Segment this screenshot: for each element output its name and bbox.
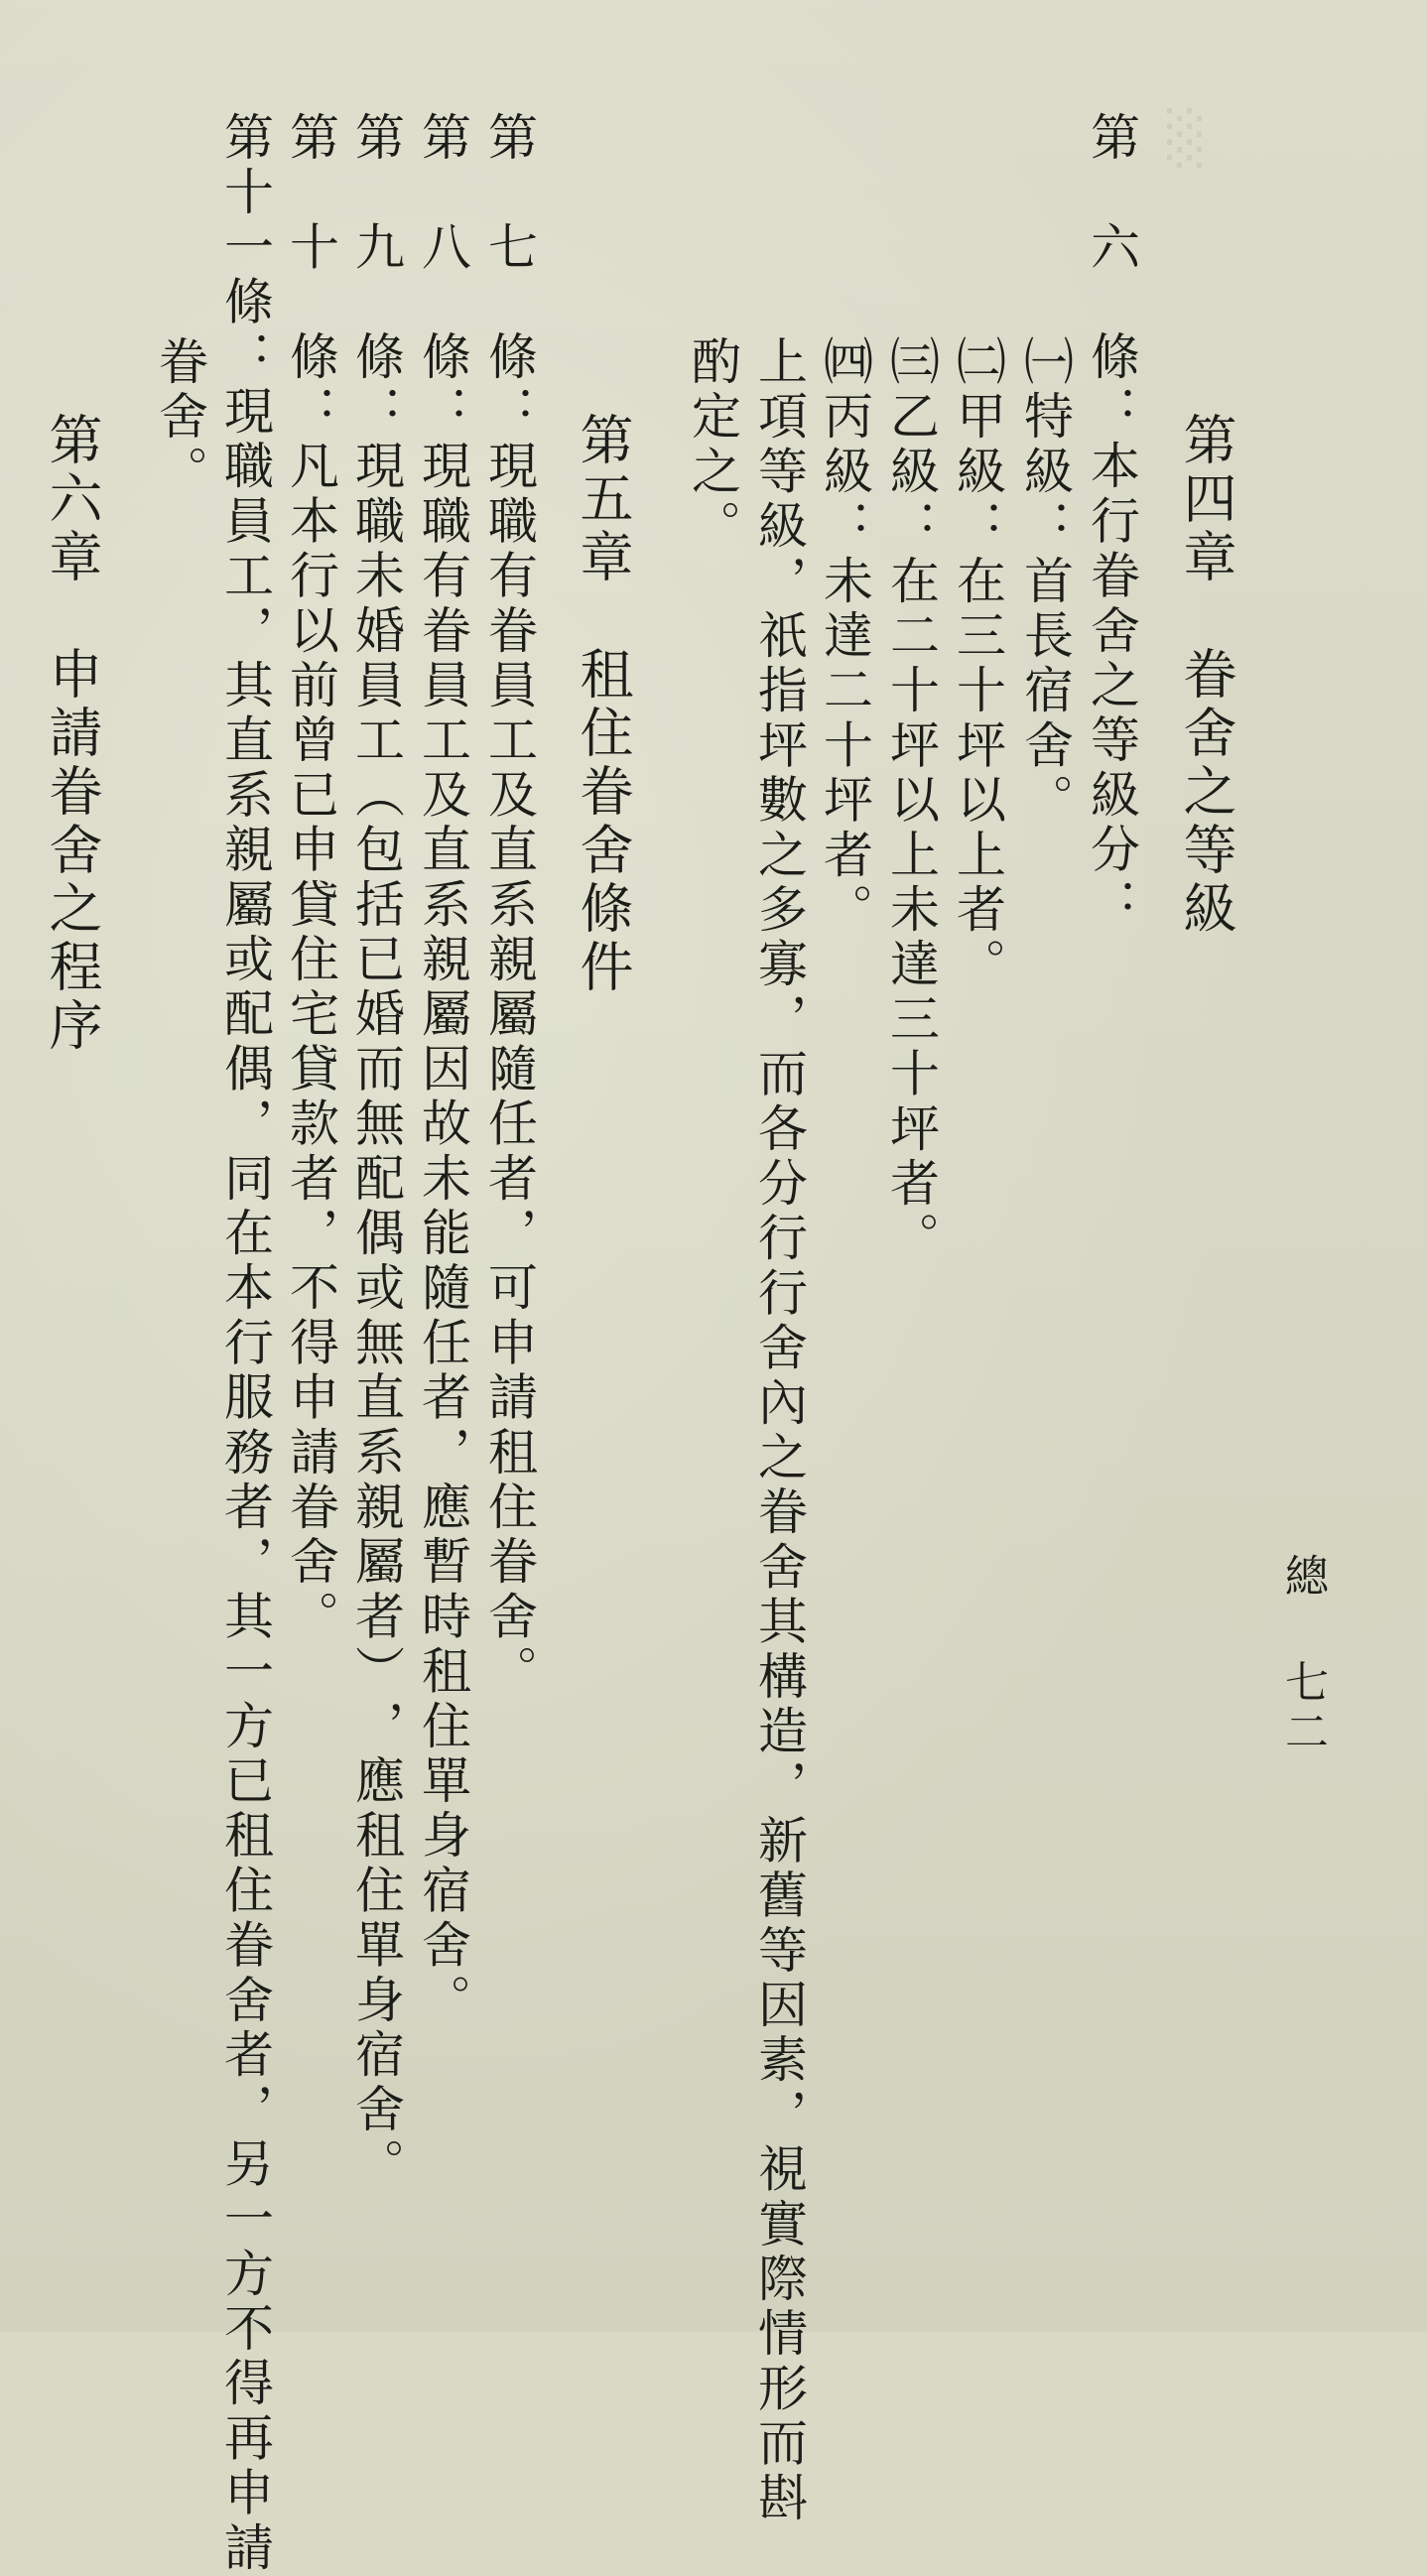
chapter-6-title: 第六章 申請眷舍之程序: [41, 412, 103, 1056]
article-8: 第 八 條：現職有眷員工及直系親屬因故未能隨任者，應暫時租住單身宿舍。: [414, 111, 471, 2028]
chapter-4-title: 第四章 眷舍之等級: [1175, 412, 1237, 939]
page-number: 總 七二: [1277, 1553, 1328, 1758]
article-9: 第 九 條：現職未婚員工︵包括已婚而無配偶或無直系親屬者︶，應租住單身宿舍。: [347, 111, 405, 2193]
article-10: 第 十 條：凡本行以前曾已申貸住宅貸款者，不得申請眷舍。: [282, 111, 339, 1645]
article-11-line-1: 第十一條：現職員工，其直系親屬或配偶，同在本行服務者，其一方已租住眷舍者，另一方不得再申請: [216, 111, 274, 2576]
bleed-through-texture: ░: [1157, 109, 1217, 175]
article-6-head: 第 六 條：本行眷舍之等級分：: [1083, 111, 1140, 933]
article-6-item-4: ㈣丙級：未達二十坪者。: [816, 335, 873, 939]
chapter-5-title: 第五章 租住眷舍條件: [572, 412, 634, 997]
article-6-item-3: ㈢乙級：在二十坪以上未達三十坪者。: [882, 335, 940, 1267]
article-6-item-2: ㈡甲級：在三十坪以上者。: [949, 335, 1006, 993]
article-7: 第 七 條：現職有眷員工及直系親屬隨任者，可申請租住眷舍。: [480, 111, 538, 1700]
article-6-item-1: ㈠特級：首長宿舍。: [1016, 335, 1074, 829]
article-6-note-line-1: 上項等級，祇指坪數之多寡，而各分行行舍內之眷舍其構造，新舊等因素，視實際情形而斟: [750, 335, 808, 2526]
article-6-note-line-2: 酌定之。: [684, 335, 741, 555]
article-11-line-2: 眷舍。: [151, 335, 208, 500]
